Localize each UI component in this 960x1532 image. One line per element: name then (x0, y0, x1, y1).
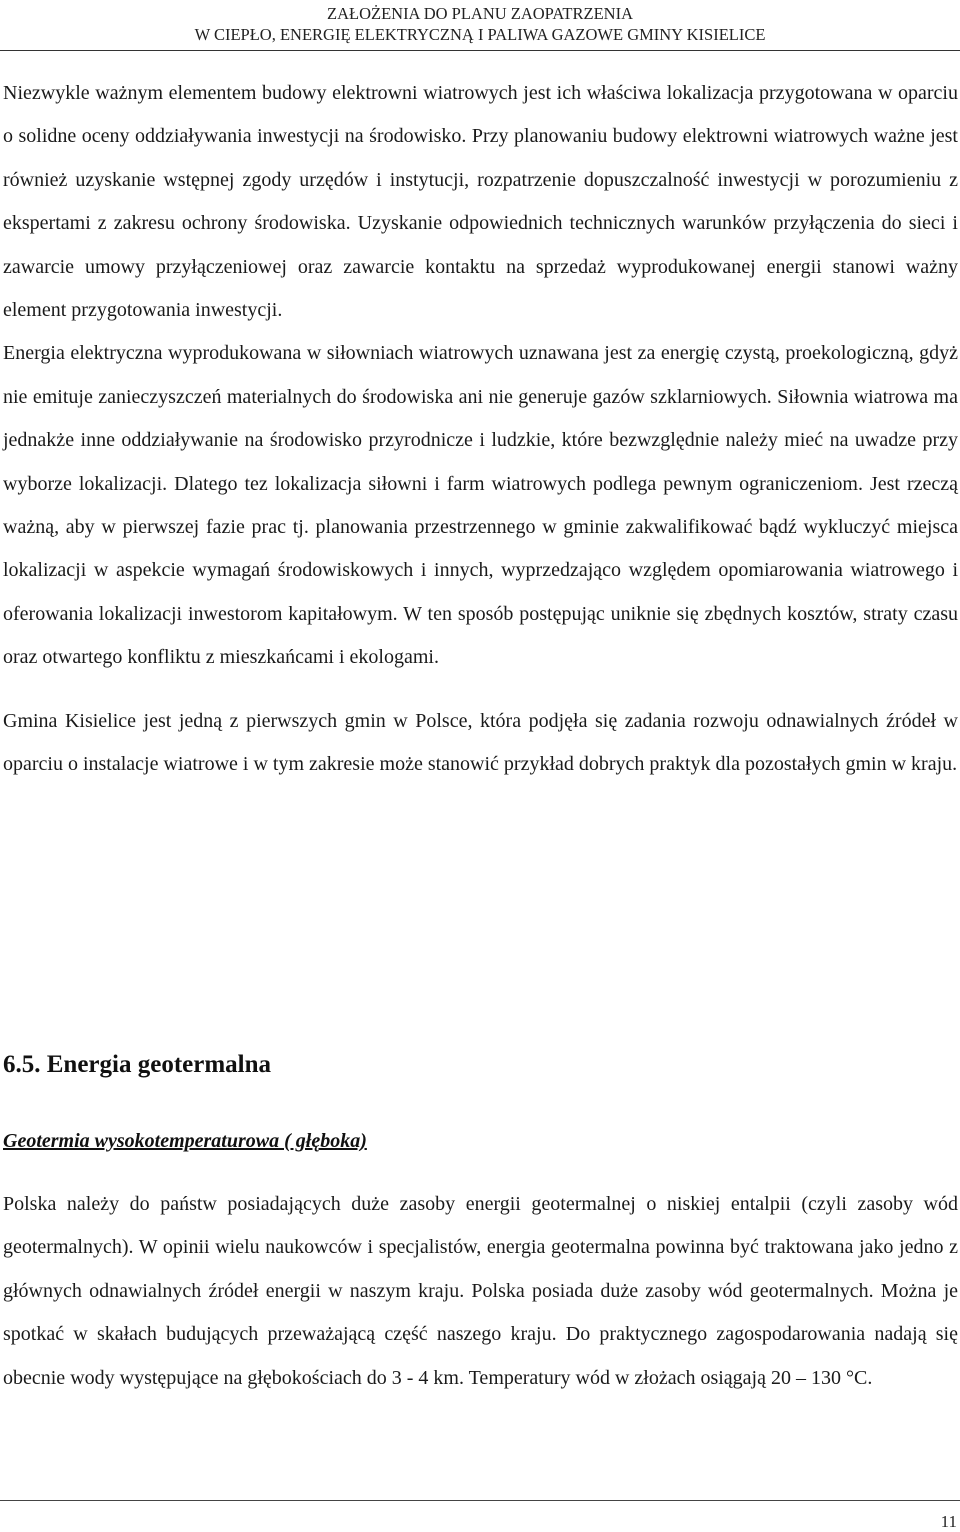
body-text (3, 72, 958, 787)
subsection-heading: Geotermia wysokotemperaturowa ( głęboka) (3, 1130, 367, 1152)
page-number: 11 (940, 1512, 957, 1531)
footer-divider (0, 1500, 960, 1501)
section-heading: 6.5. Energia geotermalna (3, 1051, 272, 1078)
paragraph-wind-location: Niezwykle ważnym elementem budowy elektrowni wiatrowych jest ich właściwa lokalizacja przygotowana w oparciu o solidne oceny oddziaływania inwestycji na środowisko. Przy planowaniu budowy elektrowni wiatrowych ważne jest również uzyskanie wstępnej zgody urzędów i instytucji, rozpatrzenie dopuszczalność inwestycji w porozumieniu z ekspertami z zakresu ochrony środowiska. Uzyskanie odpowiednich technicznych warunków przyłączenia do sieci i zawarcie umowy przyłączeniowej oraz zawarcie kontaktu na sprzedaż wyprodukowanej energii stanowi ważny element przygotowania inwestycji. (3, 82, 958, 322)
header-title-line-2: W CIEPŁO, ENERGIĘ ELEKTRYCZNĄ I PALIWA GAZOWE GMINY KISIELICE (194, 25, 766, 44)
paragraph-wind-energy: Energia elektryczna wyprodukowana w siłowniach wiatrowych uznawana jest za energię czystą, proekologiczną, gdyż nie emituje zanieczyszczeń materialnych do środowiska ani nie generuje gazów szklarniowych. Siłownia wiatrowa ma jednakże inne oddziaływanie na środowisko przyrodnicze i ludzkie, które bezwzględnie należy mieć na uwadze przy wyborze lokalizacji. Dlatego tez lokalizacja siłowni i farm wiatrowych podlega pewnym ograniczeniom. Jest rzeczą ważną, aby w pierwszej fazie prac tj. planowania przestrzennego w gminie zakwalifikować bądź wykluczyć miejsca lokalizacji w aspekcie wymagań środowiskowych i innych, wyprzedzająco względem opomiarowania wiatrowego i oferowania lokalizacji inwestorom kapitałowym. W ten sposób postępując uniknie się zbędnych kosztów, straty czasu oraz otwartego konfliktu z mieszkańcami i ekologami. (3, 342, 958, 669)
header-title-line-1: ZAŁOŻENIA DO PLANU ZAOPATRZENIA (327, 4, 633, 23)
paragraph-geothermal: Polska należy do państw posiadających duże zasoby energii geotermalnej o niskiej entalpii (czyli zasoby wód geotermalnych). W opinii wielu naukowców i specjalistów, energia geotermalna powinna być traktowana jako jedno z głównych odnawialnych źródeł energii w naszym kraju. Polska posiada duże zasoby wód geotermalnych. Można je spotkać w skałach budujących przeważającą część naszego kraju. Do praktycznego zagospodarowania nadają się obecnie wody występujące na głębokościach do 3 - 4 km. Temperatury wód w złożach osiągają 20 – 130 °C. (3, 1193, 958, 1389)
page-header (0, 4, 960, 51)
paragraph-kisielice: Gmina Kisielice jest jedną z pierwszych gmin w Polsce, która podjęła się zadania rozwoju odnawialnych źródeł w oparciu o instalacje wiatrowe i w tym zakresie może stanowić przykład dobrych praktyk dla pozostałych gmin w kraju. (3, 709, 958, 776)
geothermal-text (3, 1183, 958, 1400)
